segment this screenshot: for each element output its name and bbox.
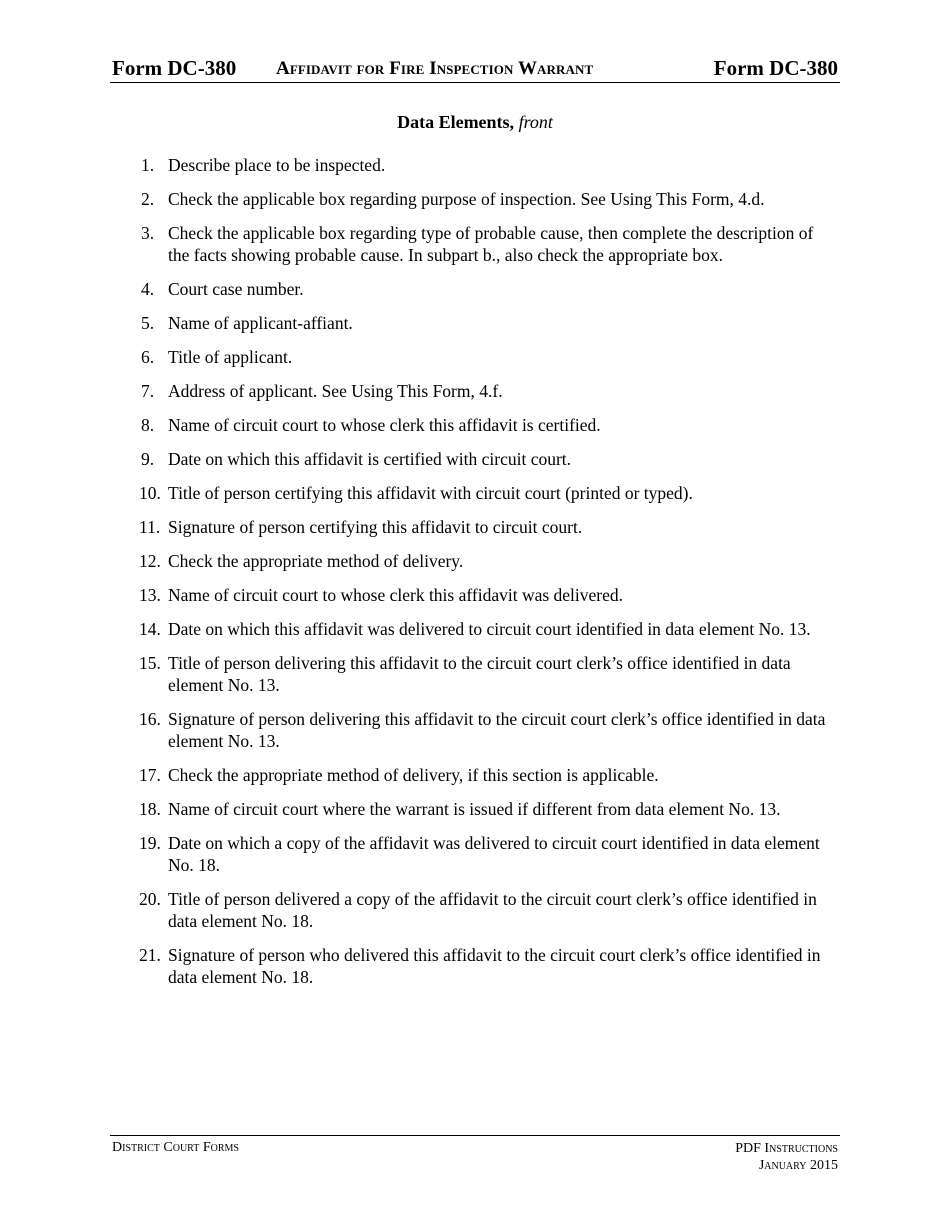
item-text: Title of person delivered a copy of the affidavit to the circuit court clerk’s office identified in data element No. 18. [168,889,817,931]
item-text: Name of circuit court where the warrant is issued if different from data element No. 13. [168,799,781,819]
list-item [139,222,839,266]
list-item [139,888,839,932]
list-item [139,312,839,334]
item-number: 17. [139,765,161,785]
item-number: 10. [139,483,161,503]
footer-right-line2: January 2015 [758,1158,838,1173]
item-text: Name of applicant-affiant. [168,313,353,333]
list-item [139,764,839,786]
list-item [139,380,839,402]
item-text: Check the appropriate method of delivery. [168,551,464,571]
item-number: 18. [139,799,161,819]
item-number: 21. [139,945,161,965]
footer-right-line1: PDF Instructions [735,1141,838,1156]
list-item [139,414,839,436]
item-text: Date on which this affidavit was delivered to circuit court identified in data element No. 13. [168,619,811,639]
item-text: Date on which a copy of the affidavit was delivered to circuit court identified in data element No. 18. [168,833,820,875]
item-number: 6. [141,347,155,367]
list-item [139,482,839,504]
item-text: Court case number. [168,279,304,299]
list-item [139,516,839,538]
item-number: 5. [141,313,155,333]
item-number: 9. [141,449,155,469]
list-item [139,448,839,470]
item-text: Describe place to be inspected. [168,155,386,175]
list-item [139,944,839,988]
item-text: Check the applicable box regarding purpose of inspection. See Using This Form, 4.d. [168,189,765,209]
item-number: 14. [139,619,161,639]
list-item [139,346,839,368]
form-number-left: Form DC-380 [112,56,237,80]
list-item [139,278,839,300]
list-item [139,798,839,820]
item-text: Title of person certifying this affidavit with circuit court (printed or typed). [168,483,693,503]
item-text: Signature of person delivering this affidavit to the circuit court clerk’s office identified in data element No. 13. [168,709,826,751]
item-number: 2. [141,189,155,209]
footer-left: District Court Forms [112,1140,239,1155]
form-number-right: Form DC-380 [713,56,838,80]
list-item [139,618,839,640]
list-item [139,550,839,572]
section-title-italic: front [518,112,553,132]
item-text: Title of person delivering this affidavit to the circuit court clerk’s office identified in data element No. 13. [168,653,791,695]
page-header [110,56,840,83]
item-text: Name of circuit court to whose clerk this affidavit was delivered. [168,585,624,605]
footer-right [735,1140,838,1174]
item-number: 19. [139,833,161,853]
item-number: 4. [141,279,155,299]
item-number: 12. [139,551,161,571]
item-number: 15. [139,653,161,673]
item-text: Check the applicable box regarding type of probable cause, then complete the description of the facts showing probable cause. In subpart b., also check the appropriate box. [168,223,814,265]
list-item [139,188,839,210]
item-text: Signature of person certifying this affidavit to circuit court. [168,517,583,537]
list-item [139,154,839,176]
section-title-bold: Data Elements, [397,112,515,132]
item-number: 13. [139,585,161,605]
item-number: 7. [141,381,155,401]
section-title [0,112,950,133]
data-elements-list [139,154,839,1000]
item-number: 3. [141,223,155,243]
item-text: Date on which this affidavit is certified with circuit court. [168,449,572,469]
item-number: 20. [139,889,161,909]
list-item [139,652,839,696]
item-text: Address of applicant. See Using This Form, 4.f. [168,381,503,401]
item-text: Title of applicant. [168,347,293,367]
list-item [139,832,839,876]
item-number: 16. [139,709,161,729]
form-title: Affidavit for Fire Inspection Warrant [276,58,594,79]
item-text: Signature of person who delivered this affidavit to the circuit court clerk’s office identified in data element No. 18. [168,945,821,987]
list-item [139,708,839,752]
item-number: 11. [139,517,161,537]
page-footer [110,1135,840,1173]
item-number: 8. [141,415,155,435]
list-item [139,584,839,606]
item-number: 1. [141,155,155,175]
item-text: Name of circuit court to whose clerk this affidavit is certified. [168,415,601,435]
item-text: Check the appropriate method of delivery, if this section is applicable. [168,765,659,785]
